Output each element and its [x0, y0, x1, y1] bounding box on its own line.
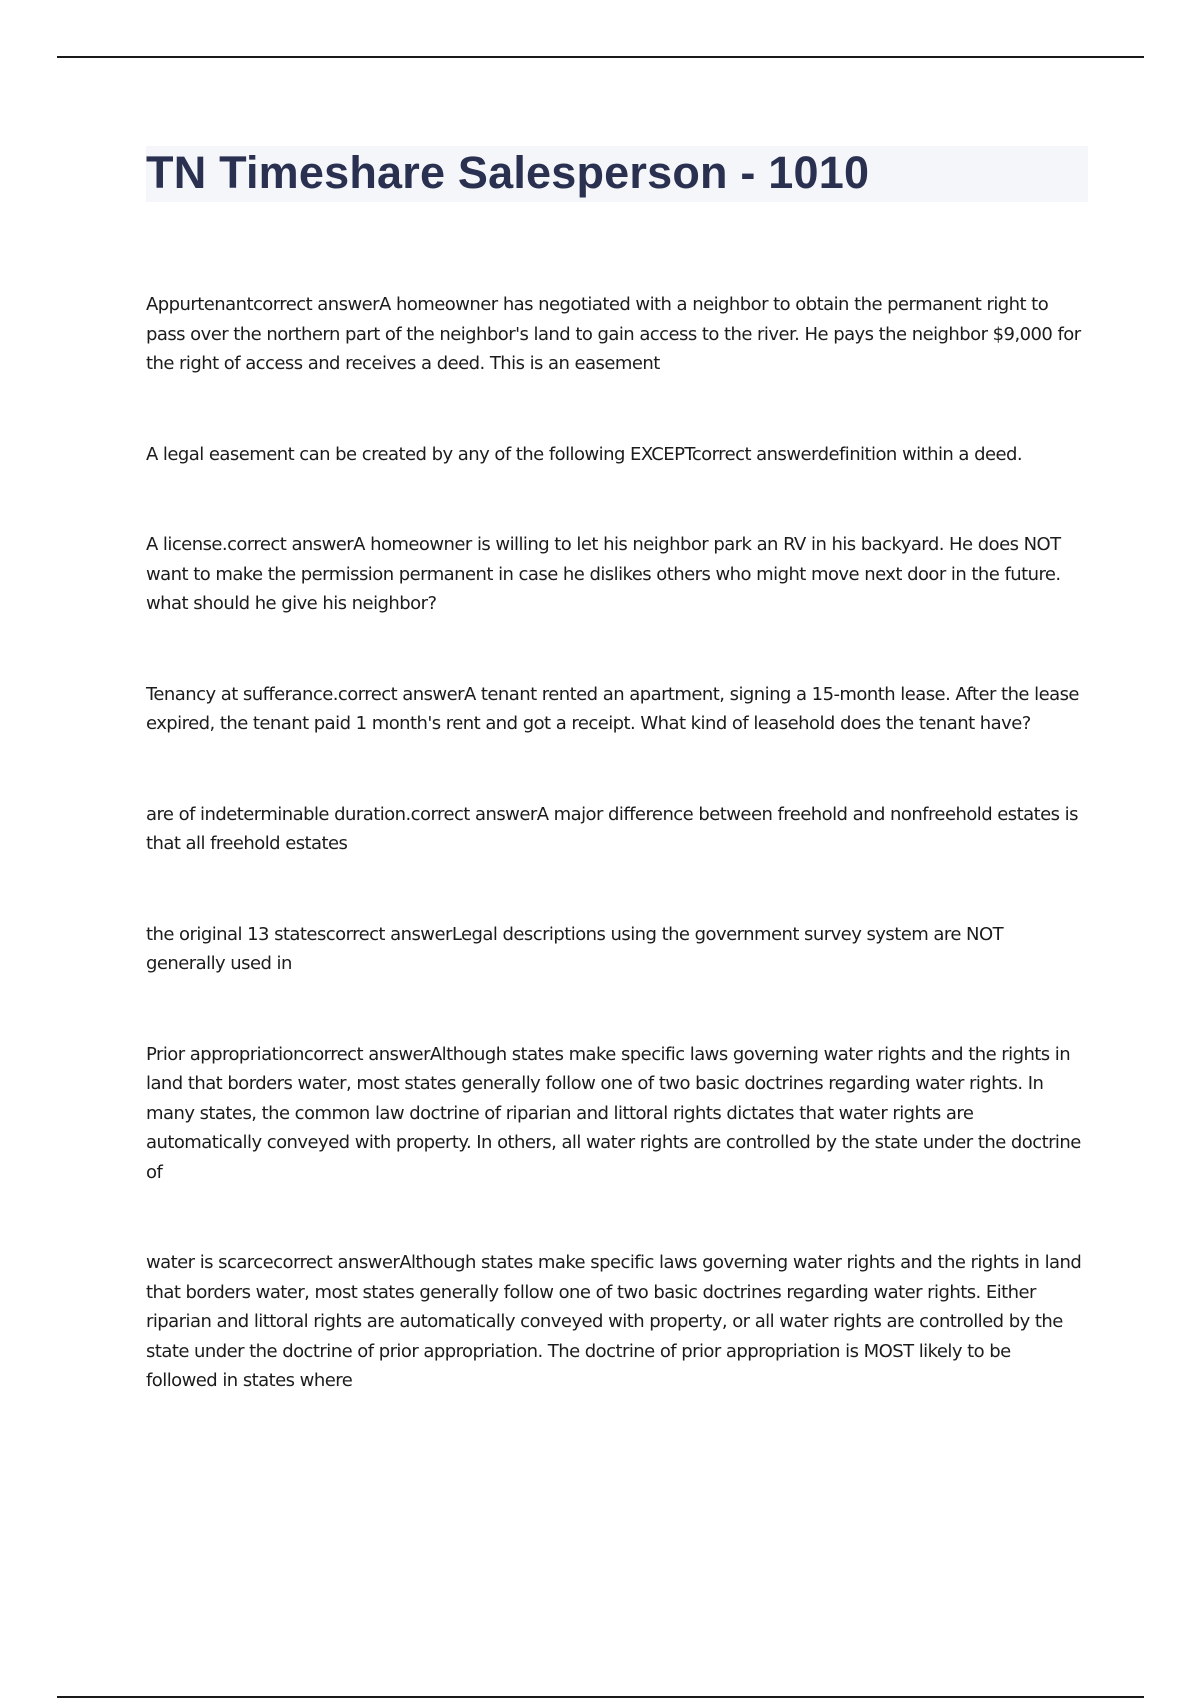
- qa-entry: A license.correct answerA homeowner is willing to let his neighbor park an RV in his backyard. He does NOT want to make the permission permanent in case he dislikes others who might move next door in the future. what should he give his neighbor?: [146, 534, 1061, 614]
- footer-rule: [57, 1696, 1144, 1698]
- header-rule: [57, 56, 1144, 58]
- qa-entry: A legal easement can be created by any of the following EXCEPTcorrect answerdefinition within a deed.: [146, 443, 1023, 465]
- document-title: TN Timeshare Salesperson - 1010: [146, 147, 870, 198]
- qa-entry: water is scarcecorrect answerAlthough states make specific laws governing water rights and the rights in land that borders water, most states generally follow one of two basic doctrines regarding water rights. Either riparian and littoral rights are automatically conveyed with property, or all water rights are controlled by the state under the doctrine of prior appropriation. The doctrine of prior appropriation is MOST likely to be followed in states where: [146, 1252, 1082, 1391]
- qa-entry: the original 13 statescorrect answerLegal descriptions using the government survey system are NOT generally used in: [146, 923, 1004, 974]
- qa-entry: Appurtenantcorrect answerA homeowner has negotiated with a neighbor to obtain the permanent right to pass over the northern part of the neighbor's land to gain access to the river. He pays the neighbor $9,000 for the right of access and receives a deed. This is an easement: [146, 294, 1081, 374]
- qa-entry: are of indeterminable duration.correct answerA major difference between freehold and nonfreehold estates is that all freehold estates: [146, 803, 1078, 854]
- qa-entry: Tenancy at sufferance.correct answerA tenant rented an apartment, signing a 15-month lease. After the lease expired, the tenant paid 1 month's rent and got a receipt. What kind of leasehold does the tenant have?: [146, 683, 1079, 734]
- qa-entry: Prior appropriationcorrect answerAlthough states make specific laws governing water rights and the rights in land that borders water, most states generally follow one of two basic doctrines regarding water rights. In many states, the common law doctrine of riparian and littoral rights dictates that water rights are automatically conveyed with property. In others, all water rights are controlled by the state under the doctrine of: [146, 1043, 1081, 1183]
- qa-list: [146, 290, 1086, 1396]
